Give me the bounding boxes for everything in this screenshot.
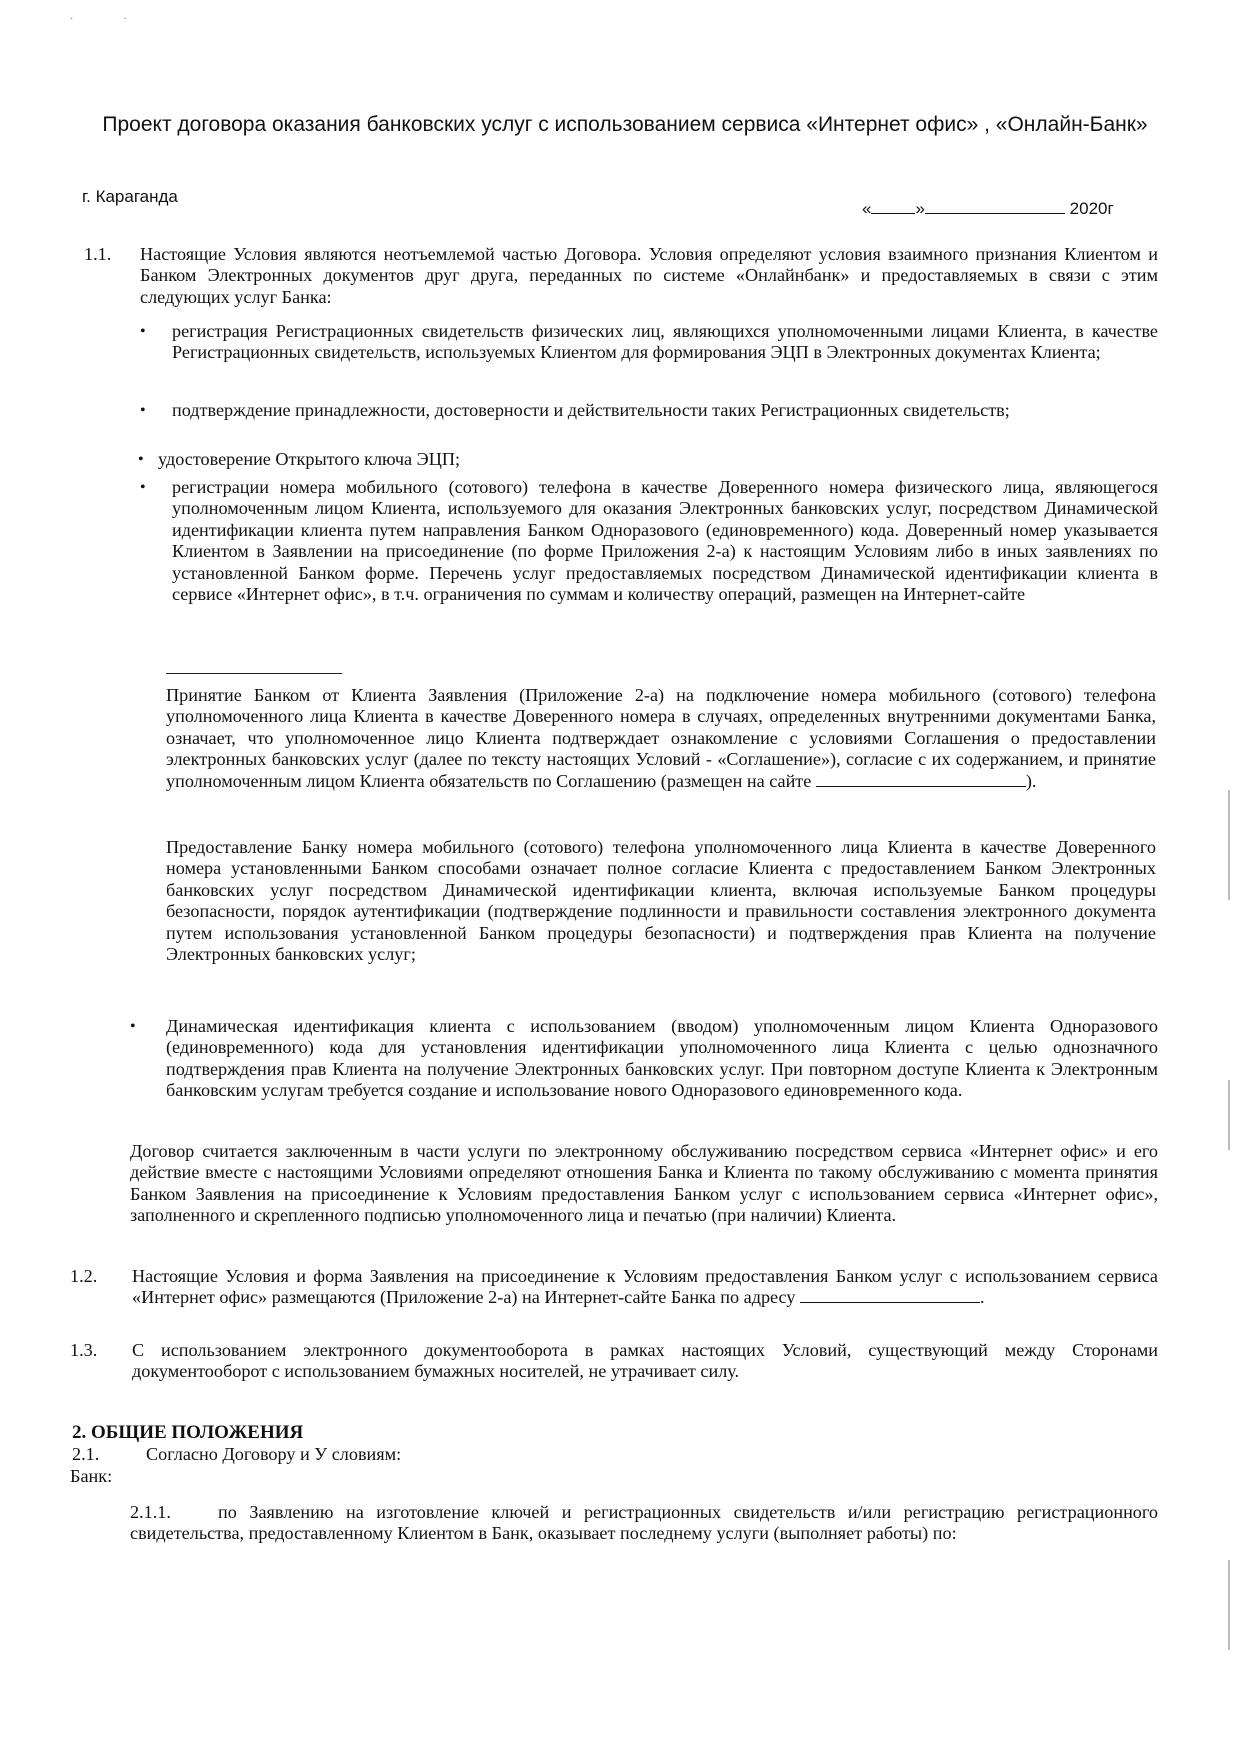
document-title: Проект договора оказания банковских услуг с использованием сервиса «Интернет офис» , «Онлайн-Банк» xyxy=(102,113,1148,136)
clause-1-1-number: 1.1. xyxy=(84,244,112,264)
section-2-heading: 2. ОБЩИЕ ПОЛОЖЕНИЯ xyxy=(72,1422,304,1443)
clause-1-3-text: С использованием электронного документооборота в рамках настоящих Условий, существующий между Сторонами документооборот с использованием бумажных носителей, не утрачивает силу. xyxy=(132,1340,1158,1382)
site-address-blank xyxy=(816,772,1026,787)
clause-1-1-item-1: регистрация Регистрационных свидетельств физических лиц, являющихся уполномоченными лицами Клиента, в качестве Регистрационных свидетельств, используемых Клиентом для формирования ЭЦП в Электронных документах Клиента; xyxy=(172,321,1158,363)
clause-2-1-1-body: по Заявлению на изготовление ключей и регистрационных свидетельств и/или регистрацию регистрационного свидетельства, предоставленному Клиентом в Банк, оказывает последнему услуги (выполняет работы) по: xyxy=(130,1502,1158,1544)
footnote-1 xyxy=(166,685,1156,792)
bullet-5: • xyxy=(130,1018,136,1035)
clause-1-2-body: Настоящие Условия и форма Заявления на присоединение к Условиям предоставления Банком услуг с использованием сервиса «Интернет офис» размещаются (Приложение 2-а) на Интернет-сайте Банка по адресу xyxy=(132,1266,1158,1308)
bullet-4: • xyxy=(140,479,146,496)
bank-label: Банк: xyxy=(70,1466,113,1486)
clause-1-1-item-2: подтверждение принадлежности, достоверности и действительности таких Регистрационных свидетельств; xyxy=(172,400,1010,420)
clause-1-1-conclusion: Договор считается заключенным в части услуги по электронному обслуживанию посредством сервиса «Интернет офис» и его действие вместе с настоящими Условиями определяют отношения Банка и Клиента по такому обслуживанию с момента принятия Банком Заявления на присоединение к Условиям предоставления Банком услуг с использованием сервиса «Интернет офис», заполненного и скрепленного подписью уполномоченного лица и печатью (при наличии) Клиента. xyxy=(130,1141,1158,1226)
scan-margin-mark xyxy=(1228,790,1230,900)
clause-2-1-1-text xyxy=(130,1502,1158,1545)
bullet-1: • xyxy=(140,323,146,340)
clause-1-1-item-3: удостоверение Открытого ключа ЭЦП; xyxy=(158,449,461,469)
footnote-2: Предоставление Банку номера мобильного (сотового) телефона уполномоченного лица Клиента в качестве Доверенного номера установленными Банком способами означает полное согласие Клиента с предоставлением Банком Электронных банковских услуг посредством Динамической идентификации клиента, включая используемые Банком процедуры безопасности, порядок аутентификации (подтверждение подлинности и правильности составления электронного документа путем использования установленной Банком процедуры безопасности) и подтверждения прав Клиента на получение Электронных банковских услуг; xyxy=(166,837,1156,965)
clause-1-1-item-4: регистрации номера мобильного (сотового) телефона в качестве Доверенного номера физического лица, являющегося уполномоченным лицом Клиента, используемого для оказания Электронных банковских услуг, посредством Динамической идентификации клиента путем направления Банком Одноразового (единовременного) кода. Доверенный номер указывается Клиентом в Заявлении на присоединение (по форме Приложения 2-а) к настоящим Условиям либо в иных заявлениях по установленной Банком форме. Перечень услуг предоставляемых посредством Динамической идентификации клиента в сервисе «Интернет офис», в т.ч. ограничения по суммам и количеству операций, размещен на Интернет-сайте xyxy=(172,477,1158,605)
clause-1-1-item-5: Динамическая идентификация клиента с использованием (вводом) уполномоченным лицом Клиента Одноразового (единовременного) кода для установления идентификации уполномоченного лица Клиента с целью однозначного подтверждения прав Клиента на получение Электронных банковских услуг. При повторном доступе Клиента к Электронным банковским услугам требуется создание и использование нового Одноразового единовременного кода. xyxy=(166,1016,1158,1101)
date-quote-open: « xyxy=(862,199,872,218)
footnote-1-text: Принятие Банком от Клиента Заявления (Приложение 2-а) на подключение номера мобильного (сотового) телефона уполномоченного лица Клиента в качестве Доверенного номера в случаях, определенных внутренними документами Банка, означает, что уполномоченное лицо Клиента подтверждает ознакомление с условиями Соглашения о предоставлении электронных банковских услуг (далее по тексту настоящих Условий - «Соглашение»), согласие с их содержанием, и принятие уполномоченным лицом Клиента обязательств по Соглашению (размещен на сайте xyxy=(166,685,1156,791)
contract-date xyxy=(862,199,1114,219)
clause-2-1-text: Согласно Договору и У словиям: xyxy=(146,1444,402,1464)
clause-2-1-1-number: 2.1.1. xyxy=(130,1502,171,1522)
scan-specks: · · xyxy=(70,14,127,25)
month-blank xyxy=(925,199,1065,214)
bullet-3: • xyxy=(138,451,144,468)
footnote-1-tail: ). xyxy=(1025,770,1037,791)
city: г. Караганда xyxy=(82,187,178,206)
bullet-2: • xyxy=(140,402,146,419)
scan-margin-mark xyxy=(1228,1560,1230,1650)
clause-1-2-text xyxy=(132,1266,1158,1309)
scan-margin-mark xyxy=(1228,1080,1230,1150)
clause-1-2-number: 1.2. xyxy=(70,1266,98,1286)
date-year: 2020г xyxy=(1069,199,1114,218)
clause-1-1-intro: Настоящие Условия являются неотъемлемой частью Договора. Условия определяют условия взаимного признания Клиентом и Банком Электронных документов друг друга, переданных по системе «Онлайнбанк» и предоставляемых в связи с этим следующих услуг Банка: xyxy=(140,244,1158,307)
bank-url-blank xyxy=(800,1288,980,1303)
date-quote-close: » xyxy=(915,199,925,218)
clause-1-2-tail: . xyxy=(980,1287,985,1308)
clause-1-3-number: 1.3. xyxy=(70,1340,98,1360)
footnote-separator xyxy=(166,673,342,674)
day-blank xyxy=(871,199,915,214)
clause-2-1-number: 2.1. xyxy=(72,1444,100,1464)
